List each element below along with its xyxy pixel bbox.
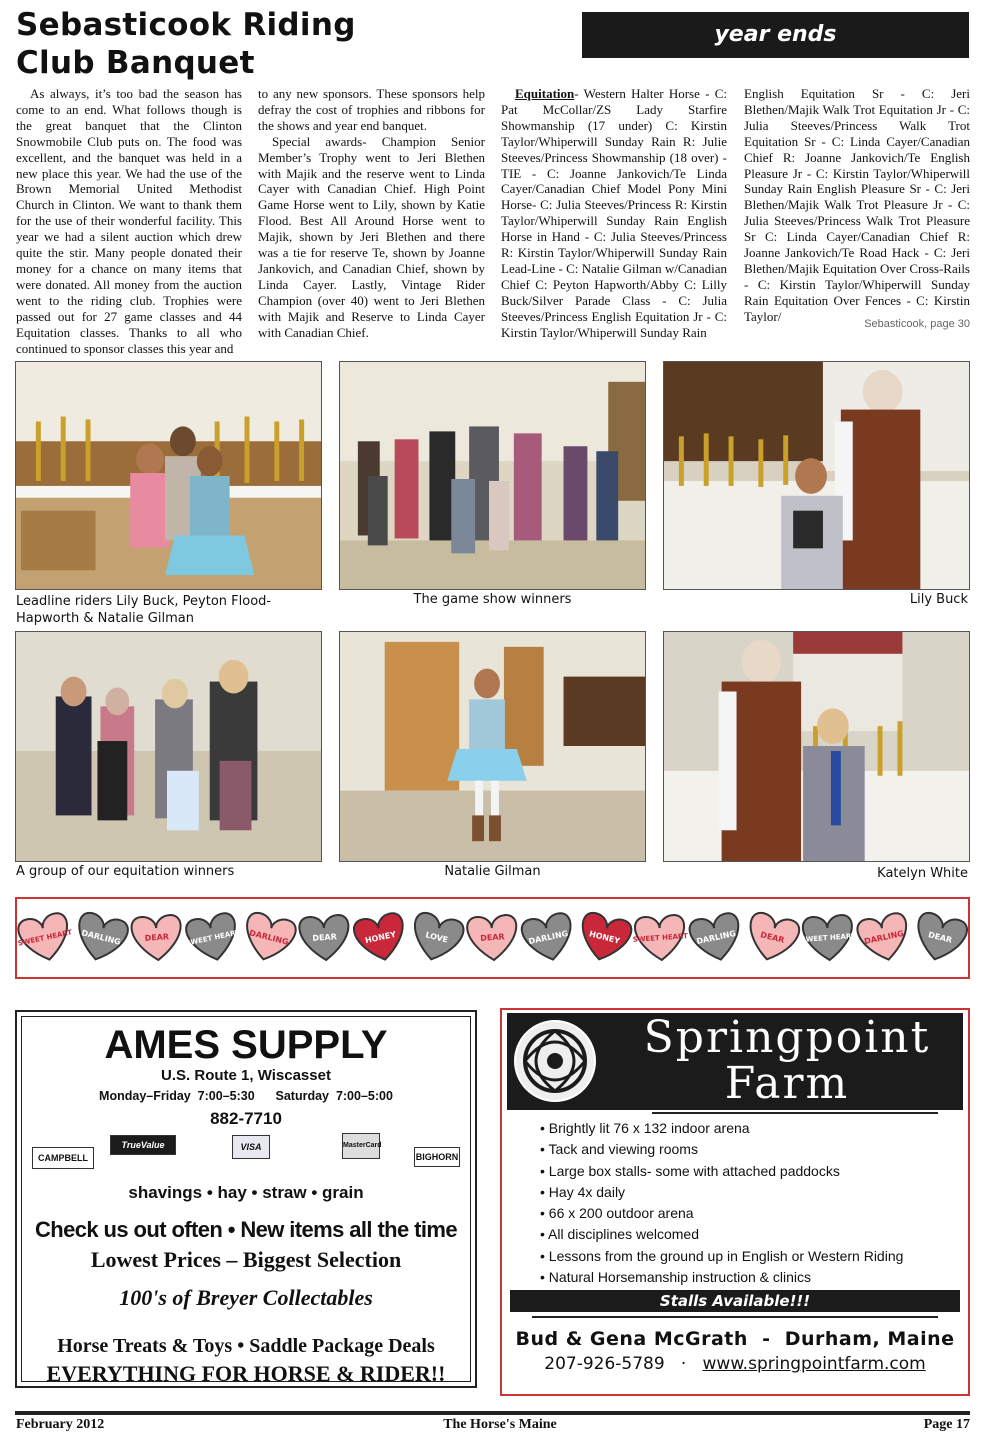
ames-hours: Monday–Friday 7:00–5:30 Saturday 7:00–5:00	[99, 1089, 393, 1103]
ames-phone: 882-7710	[210, 1109, 282, 1128]
candy-heart	[352, 911, 409, 964]
footer-date: February 2012	[16, 1417, 105, 1432]
candy-heart-label: DARLING	[695, 928, 737, 947]
candy-heart-label: SWEET HEART	[17, 928, 73, 948]
candy-heart-label: HONEY	[364, 929, 397, 946]
candy-heart	[181, 911, 244, 966]
ames-products: shavings • hay • straw • grain	[128, 1183, 364, 1202]
feature-item: • Hay 4x daily	[540, 1182, 903, 1203]
candy-heart	[856, 911, 913, 964]
caption-game-show-winners: The game show winners	[413, 592, 572, 607]
springpoint-contact	[502, 1354, 968, 1374]
feature-item: • Large box stalls- some with attached paddocks	[540, 1161, 903, 1182]
year-ends-banner: year ends	[582, 12, 969, 58]
equitation-heading: Equitation	[515, 86, 575, 101]
candy-heart-label: DARLING	[80, 928, 122, 947]
footer-page-number: Page 17	[923, 1417, 970, 1432]
photo-equitation-winners	[15, 631, 322, 862]
candy-heart	[520, 911, 577, 964]
true-value-logo: TrueValue	[110, 1135, 176, 1155]
bighorn-logo: BIGHORN	[414, 1147, 460, 1167]
candy-heart-label: DARLING	[248, 928, 290, 947]
ames-name: AMES SUPPLY	[104, 1023, 388, 1067]
springpoint-title-line1: Springpoint	[643, 1012, 931, 1063]
candy-heart	[131, 914, 183, 961]
candy-heart-label: HONEY	[588, 929, 621, 946]
photo-game-show-winners	[339, 361, 646, 590]
caption-katelyn-white: Katelyn White	[877, 866, 968, 881]
column-4-results: English Equitation Sr - C: Jeri Blethen/Majik Walk Trot Equitation Jr - C: Julia Steeves/Princess Walk Trot Equitation Sr - C: Linda Cayer/Canadian Chief R: Joanne Jankovich/Te English Pleasure Jr - C: Kirstin Taylor/Whiperwill Sunday Rain English Pleasure Sr - C: Jeri Blethen/Majik Walk Trot Pleasure Jr - C: Julia Steeves/Princess Walk Trot Pleasure Sr C: Linda Cayer/Canadian Chief R: Joanne Jankovich/Te Road Hack - C: Jeri Blethen/Majik Equitation Over Cross-Rails - C: Kirstin Taylor/Whiperwill Sunday Rain Equitation Over Fences - C: Kirstin Taylor/	[744, 86, 970, 324]
feature-item: • Tack and viewing rooms	[540, 1139, 903, 1160]
candy-heart	[72, 911, 130, 966]
photo-leadline-riders	[15, 361, 322, 590]
springpoint-bottom-rule	[532, 1316, 938, 1318]
candy-heart-label: DEAR	[927, 930, 954, 945]
springpoint-features	[540, 1118, 903, 1288]
caption-leadline-riders: Leadline riders Lily Buck, Peyton Flood-Hapworth & Natalie Gilman	[16, 594, 272, 626]
feature-item: • 66 x 200 outdoor arena	[540, 1203, 903, 1224]
footer-rule	[15, 1411, 970, 1415]
column-1-text: As always, it’s too bad the season has come to an end. What follows though is the great banquet that the Clinton Snowmobile Club puts on. The food was excellent, and the banquet was held in a new place this year. We had the use of the Brown Memorial United Methodist Church in Clinton. We want to thank them for the use of their wonderful facility. This year we had a silent auction which drew quite the stir. Many people donated their money for a chance on many items that were donated. All money from the auction went to the riding club. Trophies were passed out for 27 game classes and 44 Equitation classes. Thanks to all who continued to sponsor classes this year and	[16, 86, 242, 356]
springpoint-title-line2: Farm	[724, 1058, 850, 1109]
column-3-results: - Western Halter Horse - C: Pat McCollar/ZS Lady Starfire Showmanship (17 under) C: Kirstin Taylor/Whiperwill Sunday Rain R: Julie Steeves/Princess Showmanship (18 over) - TIE - C: Joanne Jankovich/Te Linda Cayer/Canadian Chief Model Pony Mini Horse- C: Julia Steeves/Princess R: Kirstin Taylor/Whiperwill Sunday Rain English Horse in Hand - C: Julia Steeves/Princess R: Kirstin Taylor/Whiperwill Sunday Rain Lead-Line - C: Natalie Gilman w/Canadian Chief C: Peyton Hapworth/Abby C: Lilly Buck/Silver Parade Class - C: Julia Steeves/Princess English Equitation Jr - C: Kirstin Taylor/Whiperwill Sunday Rain	[501, 86, 727, 340]
candy-heart	[631, 914, 689, 962]
article-column-3	[501, 86, 727, 341]
photo-katelyn-white	[663, 631, 970, 862]
ames-check-tagline: Check us out often • New items all the time	[35, 1217, 457, 1242]
ames-address: U.S. Route 1, Wiscasset	[161, 1067, 331, 1084]
candy-heart-label: SWEET HEART	[185, 928, 241, 948]
candy-heart-label: DARLING	[527, 928, 569, 947]
article-column-2	[258, 86, 485, 341]
candy-hearts-border	[15, 897, 970, 979]
springpoint-top-rule	[652, 1112, 938, 1114]
caption-lily-buck: Lily Buck	[909, 592, 968, 607]
candy-heart	[299, 914, 351, 961]
candy-heart-label: SWEET HEART	[800, 932, 856, 944]
candy-heart-label: DEAR	[759, 930, 786, 945]
ames-treats-tagline: Horse Treats & Toys • Saddle Package Deals	[57, 1335, 435, 1357]
continued-note: Sebasticook, page 30	[864, 318, 970, 330]
caption-natalie-gilman: Natalie Gilman	[444, 864, 541, 879]
ames-prices-tagline: Lowest Prices – Biggest Selection	[90, 1247, 402, 1272]
feature-item: • All disciplines welcomed	[540, 1224, 903, 1245]
feature-item: • Brightly lit 76 x 132 indoor arena	[540, 1118, 903, 1139]
candy-heart	[911, 911, 968, 966]
feature-item: • Natural Horsemanship instruction & clinics	[540, 1267, 903, 1288]
candy-heart-label: DEAR	[312, 932, 338, 943]
springpoint-website-link[interactable]: www.springpointfarm.com	[702, 1354, 926, 1374]
candy-heart-label: DEAR	[480, 932, 505, 943]
ames-ad-inner-border	[21, 1016, 471, 1386]
visa-logo: VISA	[232, 1135, 270, 1159]
mastercard-logo: MasterCard	[342, 1133, 380, 1159]
photo-lily-buck	[663, 361, 970, 590]
candy-heart-label: DARLING	[863, 928, 905, 947]
ames-supply-ad	[15, 1010, 477, 1388]
column-2-awards: Special awards- Champion Senior Member’s Trophy went to Jeri Blethen with Majik and the reserve went to Linda Cayer with Canadian Chief. High Point Game Horse went to Lily, shown by Katie Flood. Best All Around Horse went to Majik, shown by Jeri Blethen and there was a tie for reserve Te, shown by Joanne Jankovich, and Canadian Chief, shown by Linda Cayer. Lastly, Vintage Rider Champion (over 40) went to Jeri Blethen with Majik and Reserve to Linda Cayer with Canadian Chief.	[258, 133, 485, 340]
article-column-1	[16, 86, 242, 356]
candy-heart	[466, 914, 518, 961]
springpoint-owners: Bud & Gena McGrath - Durham, Maine	[515, 1328, 955, 1350]
springpoint-title	[615, 1012, 959, 1109]
candy-heart-label: LOVE	[424, 930, 449, 945]
bullet-separator: ·	[670, 1354, 698, 1374]
springpoint-banner	[507, 1013, 963, 1110]
stalls-available-banner: Stalls Available!!!	[510, 1290, 960, 1312]
ames-everything-tagline: EVERYTHING FOR HORSE & RIDER!!	[46, 1361, 446, 1386]
springpoint-farm-ad	[500, 1008, 970, 1396]
celtic-knot-icon	[511, 1018, 599, 1104]
column-2-intro: to any new sponsors. These sponsors help defray the cost of trophies and ribbons for the shows and year end banquet.	[258, 86, 485, 133]
candy-heart	[743, 911, 801, 966]
campbell-logo: CAMPBELL	[32, 1147, 94, 1169]
candy-heart-label: SWEET HEART	[632, 932, 689, 944]
candy-heart	[688, 911, 745, 964]
footer-publication: The Horse's Maine	[443, 1417, 557, 1432]
candy-heart	[240, 911, 298, 966]
candy-heart-label: DEAR	[144, 932, 170, 943]
article-headline: Sebasticook Riding Club Banquet	[16, 7, 356, 81]
ames-breyer-tagline: 100's of Breyer Collectables	[119, 1285, 373, 1310]
candy-heart	[407, 911, 465, 966]
article-column-4	[744, 86, 970, 325]
caption-equitation-winners: A group of our equitation winners	[16, 864, 235, 879]
feature-item: • Lessons from the ground up in English or Western Riding	[540, 1246, 903, 1267]
photo-natalie-gilman	[339, 631, 646, 862]
springpoint-phone: 207-926-5789	[544, 1354, 665, 1374]
candy-heart	[799, 914, 857, 962]
candy-hearts-graphic	[17, 899, 968, 977]
candy-heart	[575, 911, 633, 966]
candy-heart	[17, 911, 77, 966]
